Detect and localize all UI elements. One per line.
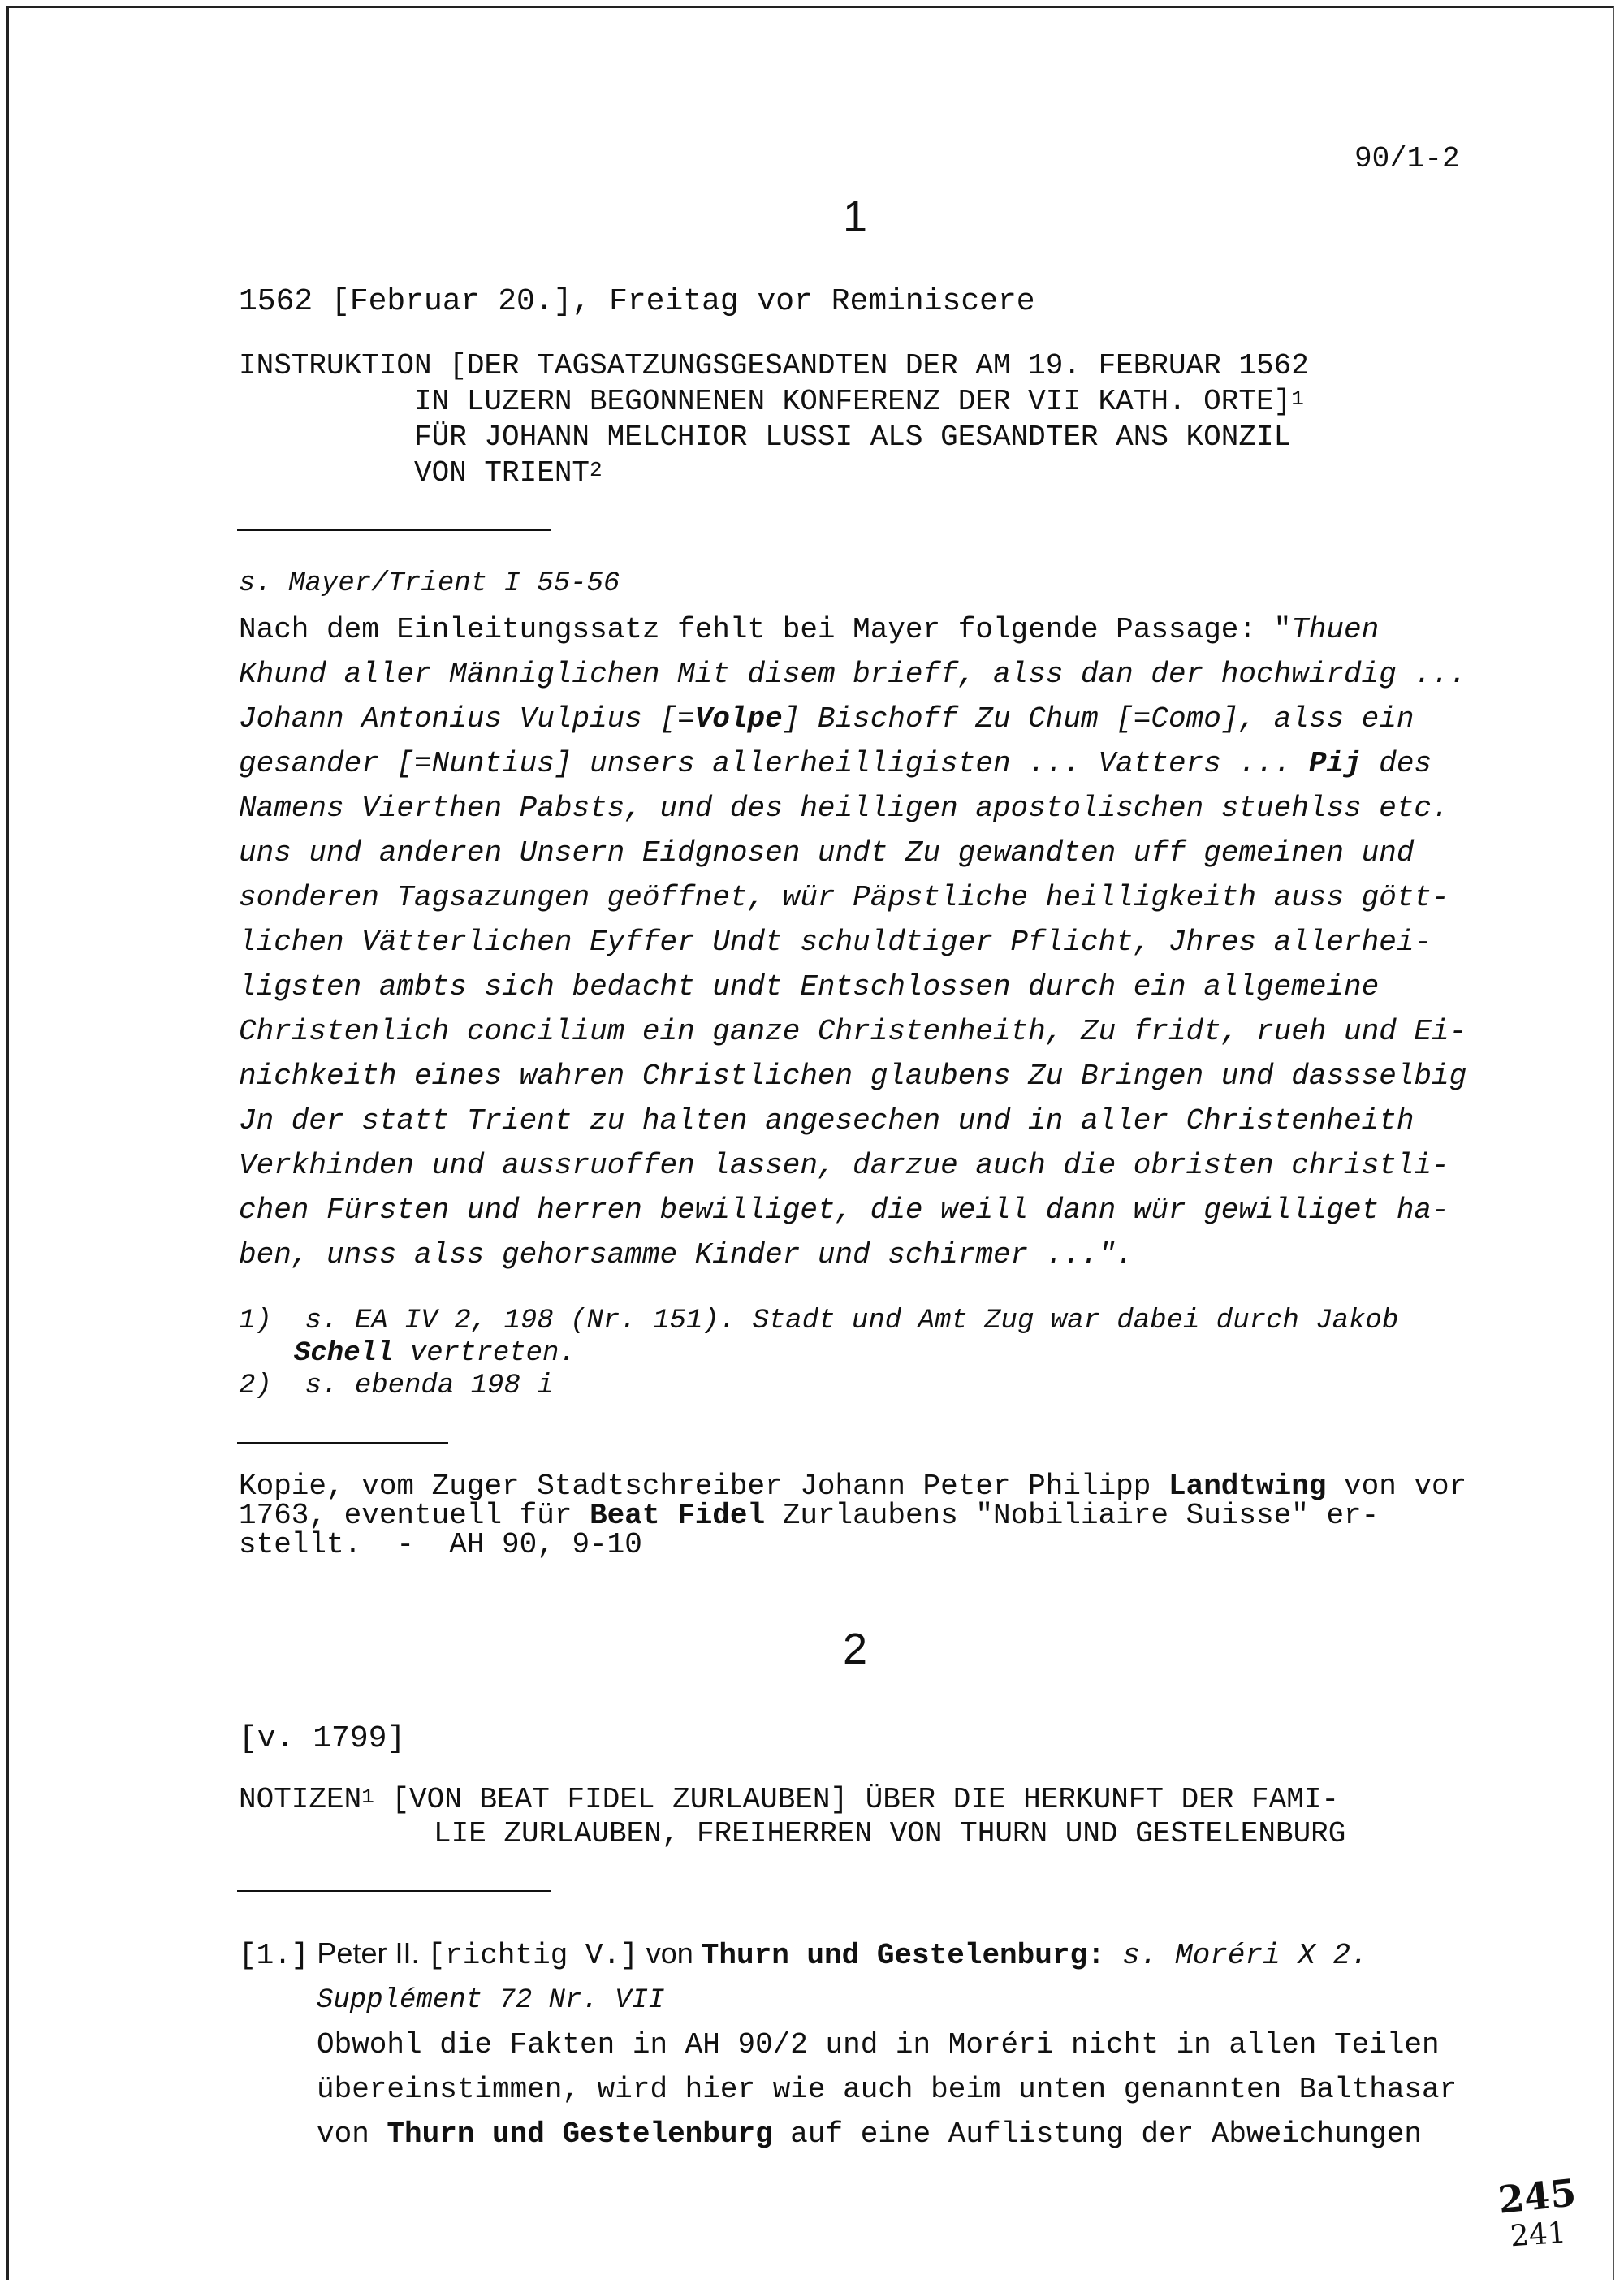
- note-line-12: Jn der statt Trient zu halten angesechen und in aller Christenheith: [239, 1104, 1415, 1138]
- divider: [237, 1890, 551, 1892]
- handwritten-page-number-old: 241: [1509, 2216, 1568, 2254]
- note-line-14: chen Fürsten und herren bewilliget, die weill dann wür gewilliget ha-: [239, 1194, 1449, 1227]
- note-intro: Nach dem Einleitungssatz fehlt bei Mayer folgende Passage: ": [239, 613, 1292, 646]
- entry-1-ref: s. Moréri X 2.: [1104, 1939, 1368, 1972]
- title-line-3: FÜR JOHANN MELCHIOR LUSSI ALS GESANDTER ANS KONZIL: [414, 421, 1292, 454]
- title-2-line-2: LIE ZURLAUBEN, FREIHERREN VON THURN UND GESTELENBURG: [434, 1817, 1346, 1850]
- note-line-2: Khund aller Männiglichen Mit disem brieff, alss dan der hochwirdig ...: [239, 658, 1467, 691]
- divider: [237, 529, 551, 531]
- entry-1-line-4: übereinstimmen, wird hier wie auch beim unten genannten Balthasar: [317, 2073, 1458, 2106]
- note-line-8: lichen Vätterlichen Eyffer Undt schuldtiger Pflicht, Jhres allerhei-: [239, 926, 1432, 959]
- note-quote-start: Thuen: [1291, 613, 1380, 646]
- title-line-1: INSTRUKTION [DER TAGSATZUNGSGESANDTEN DER AM 19. FEBRUAR 1562: [239, 349, 1309, 382]
- note-line-4-bold: Pij: [1308, 747, 1362, 780]
- source-line-2-a: 1763, eventuell für: [239, 1499, 590, 1532]
- handwritten-page-number: 245: [1496, 2170, 1579, 2222]
- source-line-1-c: von vor: [1326, 1470, 1467, 1503]
- footnote-1-rest: vertreten.: [393, 1338, 576, 1369]
- note-line-15: ben, unss alss gehorsamme Kinder und schirmer ...".: [239, 1238, 1134, 1271]
- footnote-ref-2: 2: [590, 458, 603, 482]
- footnote-1-line-1: 1) s. EA IV 2, 198 (Nr. 151). Stadt und Amt Zug war dabei durch Jakob: [239, 1306, 1399, 1336]
- title-line-2: [414, 385, 1304, 418]
- entry-1-line-2: Supplément 72 Nr. VII: [317, 1985, 665, 2016]
- note-line-7: sonderen Tagsazungen geöffnet, wür Päpstliche heilligkeith auss gött-: [239, 881, 1449, 914]
- footnote-1-line-2: [294, 1338, 576, 1369]
- note-line-3-a: Johann Antonius Vulpius [=: [239, 702, 695, 736]
- page-reference: 90/1-2: [1354, 142, 1460, 175]
- footnote-2: 2) s. ebenda 198 i: [239, 1371, 554, 1401]
- entry-1-name: Peter II.: [309, 1936, 428, 1970]
- entry-1-line-5-c: auf eine Auflistung der Abweichungen: [772, 2117, 1423, 2151]
- note-line-3: [239, 702, 1414, 736]
- document-number-2: 2: [843, 1625, 868, 1673]
- entry-1-line-5-a: von: [317, 2117, 387, 2151]
- entry-1-line-5: [317, 2117, 1422, 2151]
- source-line-2: [239, 1499, 1379, 1532]
- note-line-3-bold: Volpe: [694, 702, 783, 736]
- entry-marker: [1.]: [239, 1939, 309, 1972]
- source-line-2-c: Zurlaubens "Nobiliaire Suisse" er-: [765, 1499, 1380, 1532]
- note-line-6: uns und anderen Unsern Eidgnosen undt Zu gewandten uff gemeinen und: [239, 836, 1415, 870]
- entry-1-bold: Thurn und Gestelenburg:: [701, 1939, 1105, 1972]
- note-line-10: Christenlich concilium ein ganze Christenheith, Zu fridt, rueh und Ei-: [239, 1015, 1467, 1048]
- entry-1-correction: [richtig V.]: [427, 1939, 638, 1972]
- entry-1-line-3: Obwohl die Fakten in AH 90/2 und in Moréri nicht in allen Teilen: [317, 2028, 1440, 2061]
- note-line-3-c: ] Bischoff Zu Chum [=Como], alss ein: [782, 702, 1415, 736]
- entry-1-line-5-bold: Thurn und Gestelenburg: [387, 2117, 773, 2151]
- title-2-line-1-rest: [VON BEAT FIDEL ZURLAUBEN] ÜBER DIE HERKUNFT DER FAMI-: [374, 1783, 1340, 1816]
- footnote-1-bold: Schell: [294, 1338, 394, 1369]
- entry-1-line-1: [239, 1936, 1368, 1972]
- footnote-ref-1: 1: [361, 1785, 374, 1809]
- title-line-4: [414, 456, 603, 490]
- source-line-3: stellt. - AH 90, 9-10: [239, 1528, 642, 1561]
- source-line-2-bold: Beat Fidel: [590, 1499, 766, 1532]
- title-2-line-1: [239, 1783, 1339, 1816]
- title-2-notizen: NOTIZEN: [239, 1783, 362, 1816]
- note-line-4-a: gesander [=Nuntius] unsers allerheilligisten ... Vatters ...: [239, 747, 1309, 780]
- note-line-5: Namens Vierthen Pabsts, und des heilligen apostolischen stuehlss etc.: [239, 792, 1449, 825]
- note-line-1: [239, 613, 1379, 646]
- source-line-1: [239, 1470, 1466, 1503]
- title-line-4-text: VON TRIENT: [414, 456, 590, 490]
- note-line-4: [239, 747, 1432, 780]
- note-line-4-c: des: [1361, 747, 1432, 780]
- note-line-9: ligsten ambts sich bedacht undt Entschlossen durch ein allgemeine: [239, 970, 1380, 1004]
- source-line-1-a: Kopie, vom Zuger Stadtschreiber Johann Peter Philipp: [239, 1470, 1168, 1503]
- divider: [237, 1442, 448, 1444]
- footnote-ref-1: 1: [1291, 386, 1304, 411]
- note-line-13: Verkhinden und aussruoffen lassen, darzue auch die obristen christli-: [239, 1149, 1449, 1182]
- source-line-1-bold: Landtwing: [1168, 1470, 1327, 1503]
- document-1-date: 1562 [Februar 20.], Freitag vor Reminiscere: [239, 284, 1035, 319]
- note-line-11: nichkeith eines wahren Christlichen glaubens Zu Bringen und dassselbig: [239, 1060, 1467, 1093]
- title-line-2-text: IN LUZERN BEGONNENEN KONFERENZ DER VII KATH. ORTE]: [414, 385, 1292, 418]
- document-2-date: [v. 1799]: [239, 1721, 406, 1756]
- entry-1-von: von: [637, 1936, 702, 1970]
- document-number-1: 1: [843, 192, 868, 241]
- mayer-reference: s. Mayer/Trient I 55-56: [239, 568, 620, 599]
